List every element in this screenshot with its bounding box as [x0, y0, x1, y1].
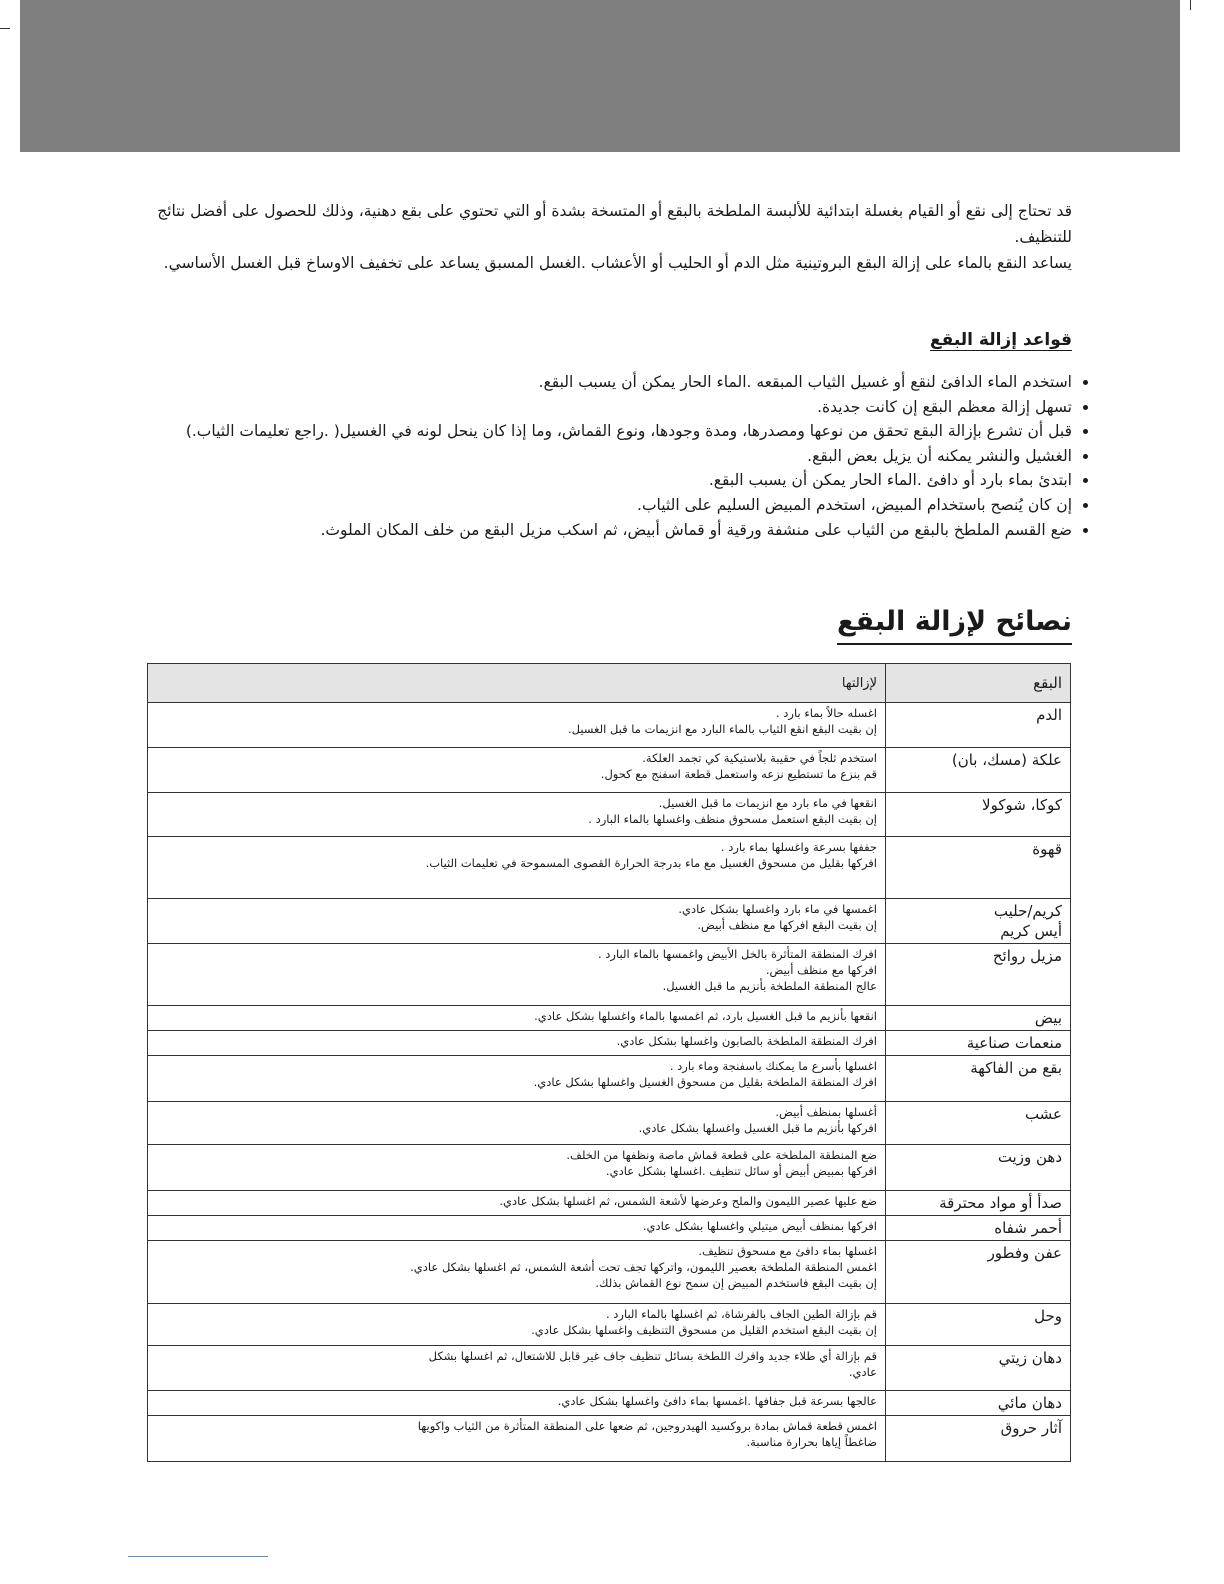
instruction-line: إن بقيت البقع افركها مع منظف أبيض.	[697, 918, 877, 932]
stain-label: مزيل روائح	[992, 947, 1062, 965]
instruction-line: استخدم ثلجاً في حقيبة بلاستيكية كي تجمد العلكة.	[642, 751, 877, 765]
stain-name	[886, 793, 1071, 837]
stain-name	[886, 1304, 1071, 1346]
stain-label: منعمات صناعية	[966, 1034, 1062, 1052]
stain-name	[886, 1056, 1071, 1102]
instruction-line: افرك المنطقة المتأثرة بالخل الأبيض واغمسها بالماء البارد .	[598, 947, 877, 961]
removal-instructions	[148, 1145, 886, 1191]
header-band	[20, 0, 1180, 152]
stain-name	[886, 1216, 1071, 1241]
instruction-line: اغسلها بأسرع ما يمكنك باسفنجة وماء بارد .	[669, 1059, 877, 1073]
stain-label: أحمر شفاه	[994, 1219, 1062, 1237]
crop-mark	[1190, 0, 1191, 10]
header-stain: البقع	[886, 664, 1071, 703]
stain-name	[886, 1102, 1071, 1145]
instruction-line: إن بقيت البقع فاستخدم المبيض إن سمح نوع القماش بذلك.	[595, 1276, 877, 1290]
intro-paragraph: يساعد النقع بالماء على إزالة البقع البروتينية مثل الدم أو الحليب أو الأعشاب .الغسل المسبق يساعد على تخفيف الاوساخ قبل الغسل الأساسي.	[163, 254, 1072, 272]
table-row	[148, 1145, 1071, 1191]
removal-instructions	[148, 1416, 886, 1462]
instruction-line: جففها بسرعة واغسلها بماء بارد .	[720, 840, 877, 854]
rule-item: • قبل أن تشرع بإزالة البقع تحقق من نوعها ومصدرها، ومدة وجودها، ونوع القماش، وما إذا كان ينحل لونه في الغسيل( .راجع تعليمات الثياب.)	[150, 419, 1072, 444]
stain-label: وحل	[1034, 1307, 1062, 1325]
table-row	[148, 1102, 1071, 1145]
instruction-line: افركها مع منظف أبيض.	[765, 963, 877, 977]
instruction-line: إن بقيت البقع انقع الثياب بالماء البارد مع انزيمات ما قبل الغسيل.	[567, 722, 877, 736]
stain-name	[886, 703, 1071, 748]
instruction-line: عالجها بسرعة قبل جفافها .اغمسها بماء دافئ واغسلها بشكل عادي.	[557, 1394, 877, 1408]
stain-label: كوكا، شوكولا	[982, 796, 1062, 814]
instruction-line: اغسلها بماء دافئ مع مسحوق تنظيف.	[698, 1244, 877, 1258]
table-row	[148, 837, 1071, 899]
stain-label: بقع من الفاكهة	[970, 1059, 1062, 1077]
instruction-line: اغمس قطعة قماش بمادة بروكسيد الهيدروجين، ثم ضعها على المنطقة المتأثرة من الثياب واكويها	[417, 1419, 877, 1433]
removal-instructions	[148, 944, 886, 1006]
removal-instructions	[148, 703, 886, 748]
stain-label: بيض	[1034, 1009, 1062, 1027]
instruction-line: اغسله حالاً بماء بارد .	[775, 706, 877, 720]
table-header-row	[148, 664, 1071, 703]
stain-label: أيس كريم	[1000, 922, 1062, 940]
removal-instructions	[148, 1391, 886, 1416]
instruction-line: افركها بمبيض أبيض أو سائل تنظيف .اغسلها بشكل عادي.	[605, 1164, 877, 1178]
instruction-line: إن بقيت البقع استعمل مسحوق منظف واغسلها بالماء البارد .	[588, 812, 877, 826]
instruction-line: انقعها في ماء بارد مع انزيمات ما قبل الغسيل.	[658, 796, 877, 810]
instruction-line: افركها بأنزيم ما قبل الغسيل واغسلها بشكل عادي.	[638, 1121, 877, 1135]
instruction-line: افرك المنطقة الملطخة بقليل من مسحوق الغسيل واغسلها بشكل عادي.	[533, 1075, 877, 1089]
removal-instructions	[148, 837, 886, 899]
stain-name	[886, 1191, 1071, 1216]
instruction-line: اغمسها في ماء بارد واغسلها بشكل عادي.	[678, 902, 877, 916]
table-row	[148, 748, 1071, 793]
table-row	[148, 1241, 1071, 1304]
stain-name	[886, 748, 1071, 793]
removal-instructions	[148, 1006, 886, 1031]
footer-line	[128, 1556, 268, 1557]
stain-label: عشب	[1024, 1105, 1062, 1123]
stain-label: علكة (مسك، بان)	[951, 751, 1062, 769]
stain-name	[886, 1241, 1071, 1304]
rule-item: • الغشيل والنشر يمكنه أن يزيل بعض البقع.	[150, 444, 1072, 469]
instruction-line: اغمس المنطقة الملطخة بعصير الليمون، واتركها تجف تحت أشعة الشمس، ثم اغسلها بشكل عادي.	[410, 1260, 877, 1274]
table-row	[148, 1031, 1071, 1056]
table-row	[148, 1056, 1071, 1102]
stain-label: دهان زيتي	[998, 1349, 1062, 1367]
rule-item: • استخدم الماء الدافئ لنقع أو غسيل الثياب المبقعه .الماء الحار يمكن أن يسبب البقع.	[150, 370, 1072, 395]
instruction-line: عادي.	[848, 1365, 877, 1379]
stain-name	[886, 899, 1071, 944]
removal-instructions	[148, 1102, 886, 1145]
stain-name	[886, 837, 1071, 899]
rule-item: • ابتدئ بماء بارد أو دافئ .الماء الحار يمكن أن يسبب البقع.	[150, 468, 1072, 493]
table-row	[148, 703, 1071, 748]
rule-item: • ضع القسم الملطخ بالبقع من الثياب على منشفة ورقية أو قماش أبيض، ثم اسكب مزيل البقع من خلف المكان الملوث.	[150, 518, 1072, 543]
stain-name	[886, 1416, 1071, 1462]
removal-instructions	[148, 899, 886, 944]
table-row	[148, 899, 1071, 944]
removal-instructions	[148, 1216, 886, 1241]
instruction-line: قم بإزالة الطين الجاف بالفرشاة، ثم اغسلها بالماء البارد .	[605, 1307, 877, 1321]
stain-label: كريم/حليب	[993, 902, 1062, 920]
instruction-line: أغسلها بمنظف أبيض.	[775, 1105, 877, 1119]
removal-instructions	[148, 1346, 886, 1391]
header-removal: لإزالتها	[148, 664, 886, 703]
table-row	[148, 1191, 1071, 1216]
table-row	[148, 793, 1071, 837]
stain-label: آثار حروق	[1000, 1419, 1062, 1437]
stain-name	[886, 1031, 1071, 1056]
instruction-line: ضع عليها عصير الليمون والملح وعرضها لأشعة الشمس، ثم اغسلها بشكل عادي.	[499, 1194, 877, 1208]
intro-paragraph: قد تحتاج إلى نقع أو القيام بغسلة ابتدائية للألبسة الملطخة بالبقع أو المتسخة بشدة أو التي تحتوي على بقع دهنية، وذلك للحصول على أفضل نتائج للتنظيف.	[157, 202, 1072, 246]
rules-heading: قواعد إزالة البقع	[929, 330, 1072, 350]
stain-label: صدأ أو مواد محترقة	[939, 1194, 1062, 1212]
instruction-line: افرك المنطقة الملطخة بالصابون واغسلها بشكل عادي.	[616, 1034, 877, 1048]
instruction-line: انقعها بأنزيم ما قبل الغسيل بارد، ثم اغمسها بالماء واغسلها بشكل عادي.	[534, 1009, 877, 1023]
stain-label: دهن وزيت	[997, 1148, 1062, 1166]
removal-instructions	[148, 793, 886, 837]
rule-item: • تسهل إزالة معظم البقع إن كانت جديدة.	[150, 395, 1072, 420]
removal-instructions	[148, 748, 886, 793]
stain-name	[886, 1346, 1071, 1391]
instruction-line: ضاغطاً إياها بحرارة مناسبة.	[746, 1435, 877, 1449]
stain-label: الدم	[1036, 706, 1062, 724]
removal-instructions	[148, 1056, 886, 1102]
table-row	[148, 1304, 1071, 1346]
table-row	[148, 1346, 1071, 1391]
stain-label: عفن وفطور	[987, 1244, 1062, 1262]
removal-instructions	[148, 1031, 886, 1056]
removal-instructions	[148, 1191, 886, 1216]
instruction-line: قم بنزع ما تستطيع نزعه واستعمل قطعة اسفنج مع كحول.	[600, 767, 877, 781]
stain-name	[886, 1145, 1071, 1191]
instruction-line: ضع المنطقة الملطخة على قطعة قماش ماصة ونظفها من الخلف.	[566, 1148, 877, 1162]
table-body	[148, 703, 1071, 1462]
stain-tips-table	[147, 663, 1071, 1462]
instruction-line: إن بقيت البقع استخدم القليل من مسحوق التنظيف واغسلها بشكل عادي.	[531, 1323, 877, 1337]
table-row	[148, 1416, 1071, 1462]
removal-instructions	[148, 1304, 886, 1346]
table-row	[148, 1391, 1071, 1416]
stain-label: دهان مائي	[997, 1394, 1062, 1412]
instruction-line: افركها بمنظف أبيض ميتيلي واغسلها بشكل عادي.	[642, 1219, 877, 1233]
stain-name	[886, 1391, 1071, 1416]
removal-instructions	[148, 1241, 886, 1304]
rule-item: • إن كان يُنصح باستخدام المبيض، استخدم المبيض السليم على الثياب.	[150, 493, 1072, 518]
rules-list	[150, 370, 1090, 542]
stain-label: قهوة	[1032, 840, 1062, 858]
crop-mark	[0, 28, 10, 29]
stain-name	[886, 1006, 1071, 1031]
instruction-line: قم بإزالة أي طلاء جديد وافرك اللطخة بسائل تنظيف جاف غير قابل للاشتعال، ثم اغسلها بشكل	[428, 1349, 877, 1363]
table-row	[148, 1006, 1071, 1031]
table-row	[148, 1216, 1071, 1241]
table-row	[148, 944, 1071, 1006]
intro-text	[150, 198, 1072, 276]
instruction-line: افركها بقليل من مسحوق الغسيل مع ماء بدرجة الحرارة القصوى المسموحة في تعليمات الثياب.	[425, 856, 877, 870]
instruction-line: عالج المنطقة الملطخة بأنزيم ما قبل الغسيل.	[662, 979, 877, 993]
stain-name	[886, 944, 1071, 1006]
tips-heading: نصائح لإزالة البقع	[837, 606, 1072, 645]
